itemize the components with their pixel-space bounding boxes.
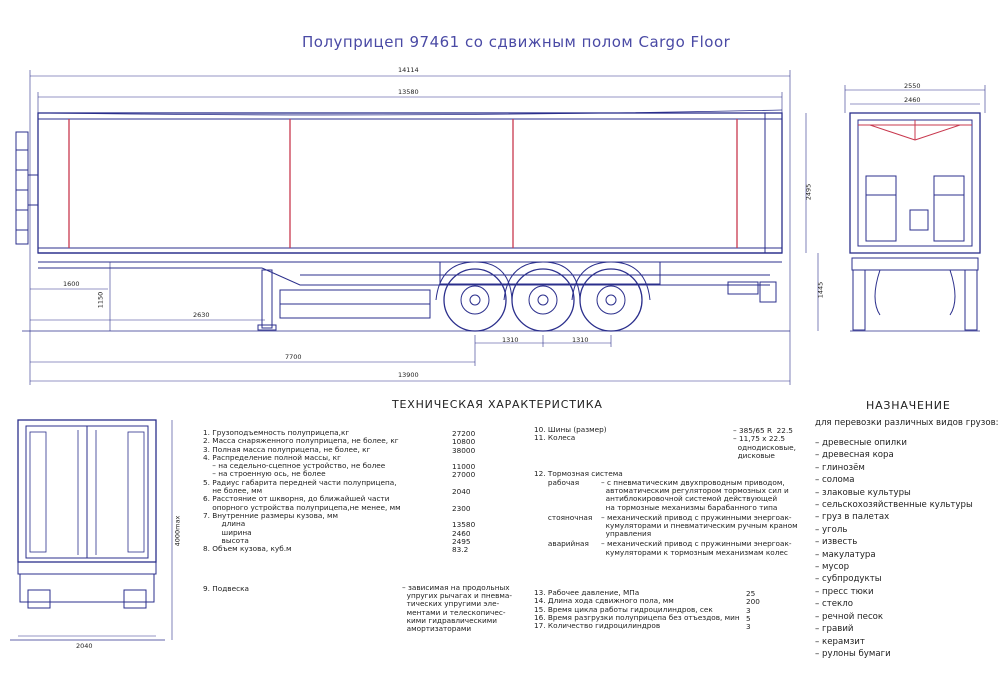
brake-line: антиблокировочной системой действующей [601, 494, 778, 504]
purpose-subheading: для перевозки различных видов грузов: [815, 418, 999, 428]
tech-table-left [200, 429, 520, 553]
purpose-item: – стекло [815, 599, 853, 610]
dim-deck-height: 1445 [816, 281, 825, 299]
suspension-line: – зависимая на продольных [402, 583, 510, 592]
tech-row-label: ширина [203, 527, 252, 537]
tech-row-label: 8. Объем кузова, куб.м [203, 544, 292, 554]
tech-bottom-label: 17. Количество гидроцилиндров [534, 621, 661, 631]
brake-line: – механический привод с пружинными энергоак- [601, 512, 792, 522]
dim-kingpin-to-leg: 2630 [193, 311, 210, 319]
purpose-item: – глинозём [815, 462, 865, 473]
tech-row [200, 545, 520, 553]
tech-row-value: 2040 [452, 487, 471, 497]
brake-rows [534, 478, 798, 559]
suspension-line: ментами и телескопичес- [402, 607, 506, 617]
dim-inner-width: 2460 [904, 96, 921, 104]
tech-row-label: – на седельно-сцепное устройство, не более [203, 461, 386, 471]
purpose-item: – гравий [815, 624, 854, 635]
purpose-item: – макулатура [815, 549, 876, 560]
dim-outer-width: 2550 [904, 82, 921, 90]
dim-body-height: 2495 [804, 183, 813, 201]
tech-bottom-label: 16. Время разгрузки полуприцепа без отъездов, мин [534, 612, 740, 622]
suspension-line: амортизаторами [402, 624, 472, 634]
tech-right-row [531, 451, 781, 459]
dim-overall-length: 13900 [398, 371, 419, 379]
purpose-item: – известь [815, 537, 858, 548]
tech-right-value: – 385/65 R 22.5 [733, 426, 793, 435]
dim-axle-spacing-1: 1310 [502, 336, 519, 344]
tech-row-value: 10800 [452, 437, 476, 447]
brake-line: кумуляторами к тормозным механизмам колес [601, 547, 788, 557]
dim-kingpin-height: 1150 [96, 291, 105, 309]
tech-row-label: 1. Грузоподъемность полуприцепа,кг [203, 428, 350, 437]
brake-heading: 12. Тормозная система [534, 469, 623, 478]
tech-row-label: 6. Расстояние от шкворня, до ближайшей части [203, 494, 390, 504]
tech-row-value: 83.2 [452, 545, 469, 555]
tech-row-value: 27000 [452, 470, 476, 480]
tech-row-value: 11000 [452, 462, 476, 472]
tech-row-label: 5. Радиус габарита передней части полуприцепа, [203, 477, 397, 487]
suspension-line: тических упругими эле- [402, 599, 500, 609]
tech-row-label: 7. Внутренние размеры кузова, мм [203, 510, 339, 520]
brake-label: аварийная [534, 539, 589, 549]
trailer-body-side [38, 113, 782, 253]
purpose-item: – мусор [815, 562, 850, 573]
brake-line: – с пневматическим двухпроводным приводом, [601, 478, 785, 487]
tech-row-value: 2460 [452, 528, 471, 538]
dim-rear-width: 2040 [76, 642, 93, 650]
tech-bottom-rows [534, 589, 764, 630]
brake-text [601, 540, 794, 556]
brake-text [601, 512, 798, 539]
tech-heading: ТЕХНИЧЕСКАЯ ХАРАКТЕРИСТИКА [392, 398, 603, 411]
brake-line: управления [601, 529, 652, 539]
brake-line: кумуляторами и пневматическим ручным краном [601, 521, 798, 531]
purpose-heading: НАЗНАЧЕНИЕ [866, 399, 951, 412]
brake-line: автоматическим регулятором тормозных сил и [601, 486, 789, 496]
tech-row-label: 4. Распределение полной массы, кг [203, 452, 341, 462]
tech-row-value: 2495 [452, 536, 471, 546]
brake-label: рабочая [534, 478, 580, 487]
dim-axle-spacing-2: 1310 [572, 336, 589, 344]
suspension-label: 9. Подвеска [203, 584, 249, 593]
tech-row-label: опорного устройства полуприцепа,не менее, мм [203, 502, 401, 512]
tech-right-label: 10. Шины (размер) [534, 425, 607, 434]
dim-body-length: 13580 [398, 88, 419, 96]
dim-rear-height: 4000max [173, 515, 182, 547]
purpose-item: – сельскохозяйственные культуры [815, 500, 973, 511]
tech-row-label: 3. Полная масса полуприцепа, не более, кг [203, 444, 371, 454]
brake-line: на тормозные механизмы барабанного типа [601, 502, 778, 512]
purpose-list [815, 437, 973, 660]
tech-row-value: 38000 [452, 445, 476, 455]
brake-line: – механический привод с пружинными энергоак- [601, 539, 792, 549]
purpose-item: – солома [815, 475, 855, 486]
tech-right-label: 11. Колеса [534, 433, 576, 443]
tech-row-label: не более, мм [203, 486, 263, 496]
wheels-side [444, 269, 642, 331]
suspension-line: кими гидравлическими [402, 615, 497, 625]
purpose-item: – субпродукты [815, 574, 882, 585]
tech-right-row [531, 433, 786, 444]
tech-bottom-row [534, 622, 764, 630]
tech-row-label: высота [203, 535, 249, 545]
purpose-item: – керамзит [815, 636, 865, 647]
purpose-item: – злаковые культуры [815, 487, 911, 498]
tech-table-right [531, 425, 796, 460]
brake-block [534, 540, 794, 556]
purpose-item: – древесная кора [815, 450, 894, 461]
tech-bottom-value: 5 [746, 613, 751, 623]
purpose-item: – рулоны бумаги [815, 648, 891, 659]
drawing-title: Полуприцеп 97461 со сдвижным полом Cargo Floor [302, 33, 731, 51]
tech-bottom-value: 25 [746, 589, 756, 598]
brake-text [601, 479, 794, 512]
suspension-line: упругих рычагах и пневма- [402, 591, 513, 601]
tech-row-value: 27200 [452, 429, 476, 438]
purpose-item: – уголь [815, 524, 848, 535]
tech-bottom-value: 3 [746, 605, 751, 615]
purpose-item: – груз в палетах [815, 512, 890, 523]
tech-row-label: 2. Масса снаряженного полуприцепа, не более, кг [203, 436, 399, 446]
brake-block [534, 479, 794, 512]
brake-block [534, 512, 798, 539]
tech-right-value: – 11,75 x 22.5 [733, 434, 786, 444]
tech-bottom-label: 15. Время цикла работы гидроцилиндров, сек [534, 604, 713, 614]
tech-row-label: – на строенную ось, не более [203, 469, 326, 479]
tech-row [200, 512, 520, 520]
dim-to-axle: 7700 [285, 353, 302, 361]
brake-label: стояночная [534, 512, 593, 522]
tech-right-value: дисковые [733, 450, 775, 460]
dim-front-overhang: 1600 [63, 280, 80, 288]
tech-bottom-value: 200 [746, 597, 760, 607]
dim-total-length: 14114 [398, 66, 419, 74]
tech-bottom-value: 3 [746, 622, 751, 632]
purpose-item: – древесные опилки [815, 438, 907, 448]
tech-row-value: 2300 [452, 503, 471, 513]
tech-bottom-label: 14. Длина хода сдвижного пола, мм [534, 596, 674, 606]
tech-row-value: 13580 [452, 520, 476, 530]
purpose-item: – речной песок [815, 611, 884, 622]
purpose-item: – пресс тюки [815, 586, 874, 597]
tech-right-value: однодисковые, [733, 442, 796, 452]
suspension-text [402, 584, 512, 633]
tech-right-row [531, 442, 796, 452]
tech-row-label: длина [203, 519, 246, 529]
tech-bottom-label: 13. Рабочее давление, МПа [534, 588, 640, 597]
